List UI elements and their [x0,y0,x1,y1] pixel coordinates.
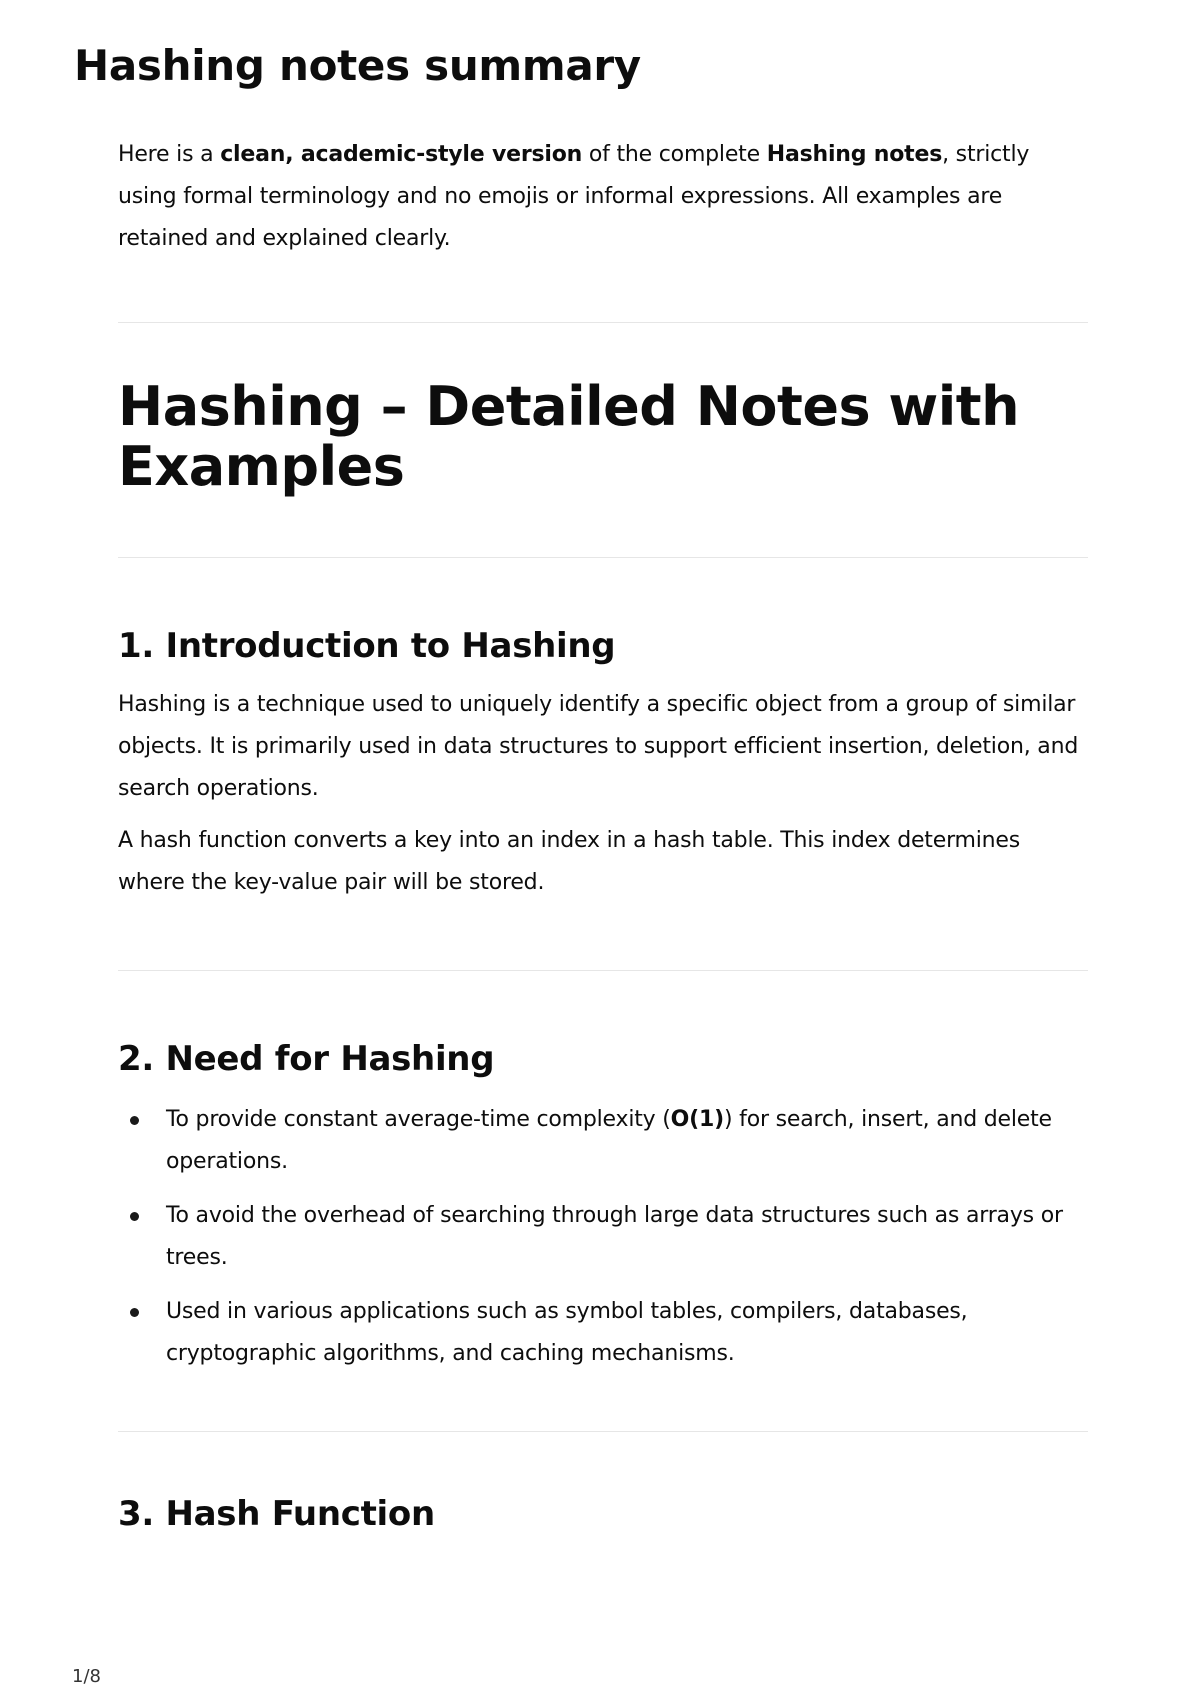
section2-bullet-list [118,1099,1088,1375]
intro-text-1: Here is a [118,142,221,167]
intro-bold-1: clean, academic-style version [220,142,583,167]
bullet-text-after: ) for search, insert, and delete operations. [166,1107,1052,1174]
section2-heading: 2. Need for Hashing [118,1039,495,1079]
intro-paragraph [118,134,1088,260]
list-item [118,1195,1088,1279]
list-item [118,1099,1088,1183]
section3-heading: 3. Hash Function [118,1494,435,1534]
list-item [118,1291,1088,1375]
document-content [118,134,1088,1536]
main-heading: Hashing – Detailed Notes with Examples [118,375,1020,498]
section-divider [118,1431,1088,1432]
section1-paragraph-2: A hash function converts a key into an index in a hash table. This index determines where the key-value pair will be stored. [118,828,1021,895]
intro-text-3: , strictly using formal terminology and no emojis or informal expressions. All examples are retained and explained clearly. [118,142,1030,251]
bullet-bold: O(1) [670,1107,724,1132]
bullet-text: Used in various applications such as symbol tables, compilers, databases, cryptographic algorithms, and caching mechanisms. [166,1299,968,1366]
intro-text-2: of the complete [582,142,767,167]
section-divider [118,322,1088,323]
bullet-icon [130,1212,139,1221]
section-divider [118,557,1088,558]
document-title: Hashing notes summary [74,41,641,90]
bullet-text: To avoid the overhead of searching through large data structures such as arrays or trees. [166,1203,1063,1270]
bullet-icon [130,1116,139,1125]
page-number: 1/8 [72,1666,101,1687]
section-divider [118,970,1088,971]
bullet-icon [130,1308,139,1317]
section1-heading: 1. Introduction to Hashing [118,626,616,666]
bullet-text-before: To provide constant average-time complexity ( [166,1107,671,1132]
section1-paragraph-1: Hashing is a technique used to uniquely identify a specific object from a group of similar objects. It is primarily used in data structures to support efficient insertion, deletion, and search operations. [118,692,1079,801]
intro-bold-2: Hashing notes [766,142,943,167]
